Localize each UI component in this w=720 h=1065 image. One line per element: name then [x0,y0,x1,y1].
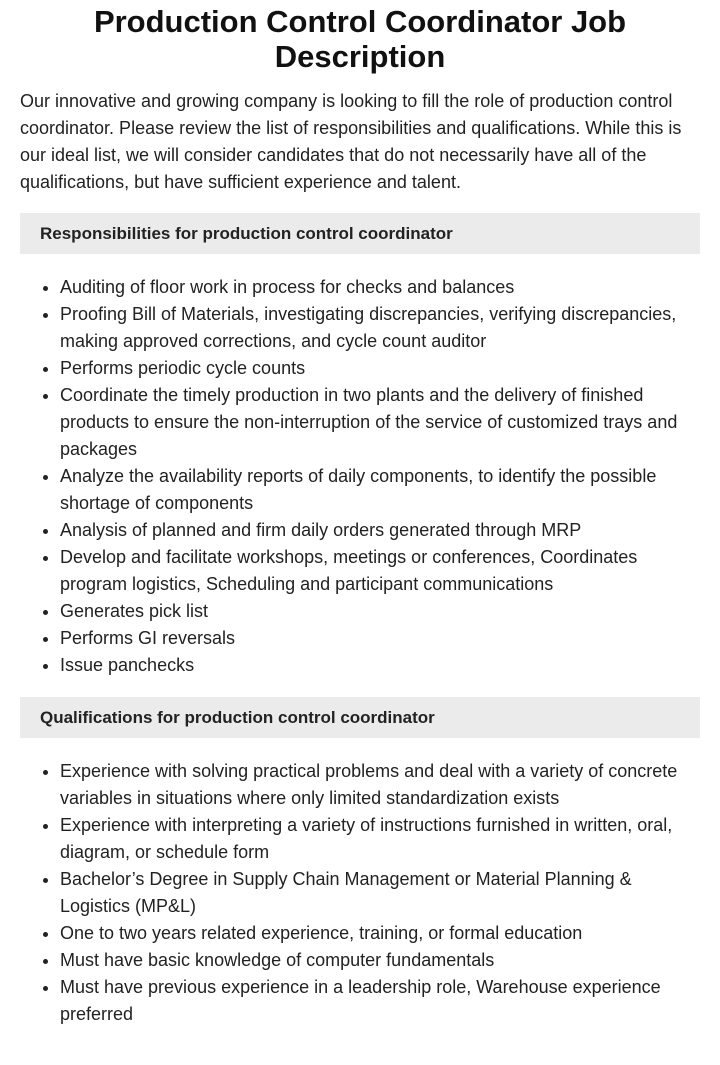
responsibilities-heading: Responsibilities for production control coordinator [20,213,700,254]
list-item: • Experience with solving practical problems and deal with a variety of concrete variables in situations where only limited standardization exists [60,758,700,812]
list-item: • Develop and facilitate workshops, meetings or conferences, Coordinates program logistics, Scheduling and participant communications [60,544,700,598]
list-item: • Must have previous experience in a leadership role, Warehouse experience preferred [60,974,700,1028]
qualifications-list [20,758,700,1028]
responsibilities-list [20,274,700,679]
list-item: • Issue panchecks [60,652,700,679]
list-item: • Proofing Bill of Materials, investigating discrepancies, verifying discrepancies, making approved corrections, and cycle count auditor [60,301,700,355]
list-item: • Analyze the availability reports of daily components, to identify the possible shortage of components [60,463,700,517]
list-item: • Performs periodic cycle counts [60,355,700,382]
list-item: • Analysis of planned and firm daily orders generated through MRP [60,517,700,544]
page-title: Production Control Coordinator Job Description [93,4,627,74]
list-item: • Coordinate the timely production in two plants and the delivery of finished products to ensure the non-interruption of the service of customized trays and packages [60,382,700,463]
list-item: • Experience with interpreting a variety of instructions furnished in written, oral, diagram, or schedule form [60,812,700,866]
list-item: • Must have basic knowledge of computer fundamentals [60,947,700,974]
list-item: • Bachelor’s Degree in Supply Chain Management or Material Planning & Logistics (MP&L) [60,866,700,920]
qualifications-heading: Qualifications for production control coordinator [20,697,700,738]
list-item: • Performs GI reversals [60,625,700,652]
list-item: • Generates pick list [60,598,700,625]
list-item: • One to two years related experience, training, or formal education [60,920,700,947]
intro-paragraph: Our innovative and growing company is looking to fill the role of production control coordinator. Please review the list of responsibilities and qualifications. While this is our ideal list, we will consider candidates that do not necessarily have all of the qualifications, but have sufficient experience and talent. [20,91,682,192]
list-item: • Auditing of floor work in process for checks and balances [60,274,700,301]
